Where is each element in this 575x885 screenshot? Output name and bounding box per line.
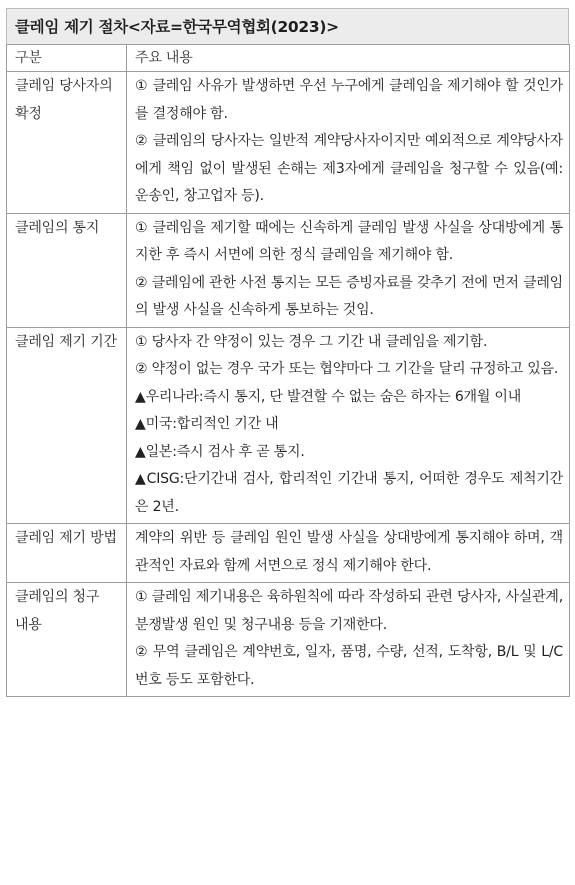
table-row [7,213,570,327]
table-header-row [7,45,570,72]
table-row [7,327,570,524]
content-paragraph: ② 클레임의 당사자는 일반적 계약당사자이지만 예외적으로 계약당사자에게 책임 없이 발생된 손해는 제3자에게 클레임을 청구할 수 있음(예: 운송인, 창고업자 등). [135,133,563,204]
row-content [127,213,570,327]
content-paragraph: ① 클레임을 제기할 때에는 신속하게 클레임 발생 사실을 상대방에게 통지한 후 즉시 서면에 의한 정식 클레임을 제기해야 함. [135,219,563,263]
row-content [127,72,570,214]
row-label: 클레임의 통지 [7,213,127,327]
header-content: 주요 내용 [127,45,570,72]
document-frame [6,8,569,879]
table-row [7,524,570,583]
content-paragraph: ▲미국:합리적인 기간 내 [135,416,279,432]
claim-procedure-table [6,44,570,697]
row-content [127,327,570,524]
content-paragraph: ② 클레임에 관한 사전 통지는 모든 증빙자료를 갖추기 전에 먼저 클레임의 발생 사실을 신속하게 통보하는 것임. [135,274,563,318]
row-label: 클레임 당사자의 확정 [7,72,127,214]
content-paragraph: ▲CISG:단기간내 검사, 합리적인 기간내 통지, 어떠한 경우도 제척기간은 2년. [135,471,563,515]
header-category: 구분 [7,45,127,72]
content-paragraph: ① 당사자 간 약정이 있는 경우 그 기간 내 클레임을 제기함. [135,333,488,350]
table-body [7,72,570,697]
row-label: 클레임의 청구 내용 [7,583,127,697]
table-title: 클레임 제기 절차<자료=한국무역협회(2023)> [6,8,569,44]
content-paragraph: ▲일본:즉시 검사 후 곧 통지. [135,443,305,460]
row-label: 클레임 제기 방법 [7,524,127,583]
row-label: 클레임 제기 기간 [7,327,127,524]
content-paragraph: ② 약정이 없는 경우 국가 또는 협약마다 그 기간을 달리 규정하고 있음. [135,361,559,377]
content-paragraph: ② 무역 클레임은 계약번호, 일자, 품명, 수량, 선적, 도착항, B/L 및 L/C 번호 등도 포함한다. [135,644,563,688]
content-paragraph: ① 클레임 제기내용은 육하원칙에 따라 작성하되 관련 당사자, 사실관계, 분쟁발생 원인 및 청구내용 등을 기재한다. [135,589,563,633]
content-paragraph: ▲우리나라:즉시 통지, 단 발견할 수 없는 숨은 하자는 6개월 이내 [135,388,522,405]
content-paragraph: ① 클레임 사유가 발생하면 우선 누구에게 클레임을 제기해야 할 것인가를 결정해야 함. [135,78,563,122]
row-content [127,524,570,583]
row-content [127,583,570,697]
table-row [7,72,570,214]
table-row [7,583,570,697]
content-paragraph: 계약의 위반 등 클레임 원인 발생 사실을 상대방에게 통지해야 하며, 객관적인 자료와 함께 서면으로 정식 제기해야 한다. [135,530,563,574]
